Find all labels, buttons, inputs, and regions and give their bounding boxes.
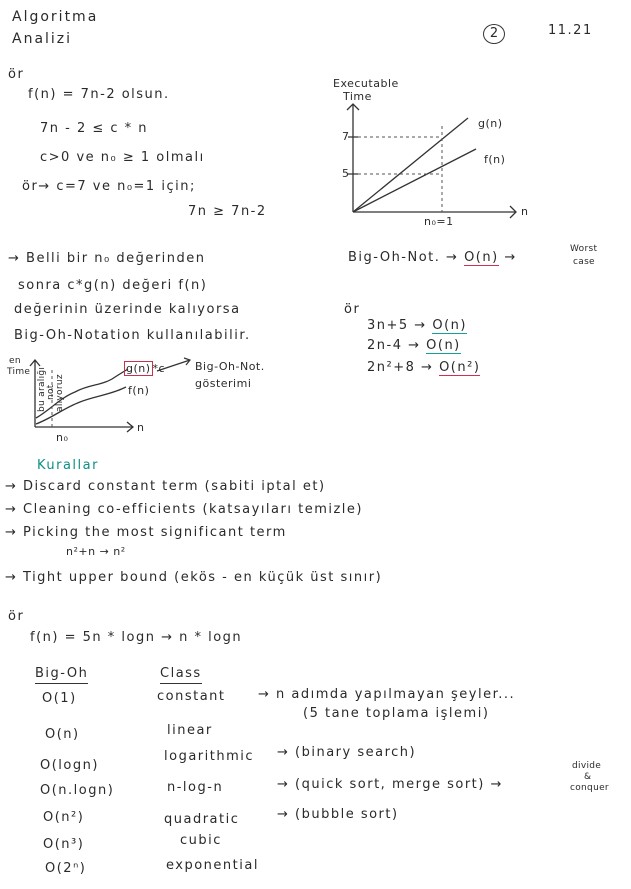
graph1-curve-g-label: g(n): [478, 117, 503, 130]
page-date: 11.21: [548, 23, 593, 38]
para1-line3: değerinin üzerinde kalıyorsa: [14, 302, 241, 317]
table-bigoh: O(n³): [43, 837, 85, 852]
bigoh-note-text: Big-Oh-Not. →: [348, 250, 459, 265]
ex2-result-2: O(n): [426, 338, 461, 353]
rule-item-3: → Picking the most significant term: [5, 525, 287, 540]
table-class: n-log-n: [167, 780, 224, 795]
ex1-line3: c>0 ve n₀ ≥ 1 olmalı: [40, 150, 205, 165]
bigoh-case-1: Worst: [570, 244, 598, 254]
ex2-expr-3: 2n²+8 →: [367, 360, 434, 375]
rule-item-1: → Discard constant term (sabiti iptal et): [5, 479, 326, 494]
graph1-curve-f-label: f(n): [484, 153, 506, 166]
para1-line2: sonra c*g(n) değeri f(n): [18, 278, 208, 293]
graph2-g-suffix: *c: [152, 362, 166, 375]
table-class: logarithmic: [164, 749, 254, 764]
table-bigoh: O(1): [42, 691, 77, 706]
bigoh-note-arrow: →: [504, 250, 517, 265]
graph2-f-label: f(n): [128, 384, 150, 397]
table-bigoh: O(2ⁿ): [45, 861, 87, 876]
graph2-x-axis-label: n: [137, 421, 145, 434]
table-bigoh: O(n): [45, 727, 80, 742]
graph1-x-tick: n₀=1: [424, 215, 454, 228]
table-header-bigoh: Big-Oh: [35, 667, 88, 684]
rule-subnote: n²+n → n²: [66, 545, 126, 558]
rule-item-4: → Tight upper bound (ekös - en küçük üst sınır): [5, 570, 383, 585]
table-class: exponential: [166, 858, 259, 873]
table-note: → (bubble sort): [277, 807, 399, 822]
ex1-line4: ör→ c=7 ve n₀=1 için;: [22, 179, 196, 194]
ex3-marker: ör: [8, 609, 25, 624]
graph2-side-label-3: alıyoruz: [55, 374, 65, 412]
table-note: → n adımda yapılmayan şeyler...: [258, 687, 516, 702]
ex2-expr-1: 3n+5 →: [367, 318, 427, 333]
ex2-result-3: O(n²): [439, 360, 481, 375]
table-note: → (binary search): [277, 745, 417, 760]
graph2-y-label-2: Time: [7, 367, 31, 377]
page-number-badge: 2: [483, 24, 505, 44]
ex3-formula: f(n) = 5n * logn → n * logn: [30, 630, 243, 645]
table-header-class: Class: [160, 667, 202, 684]
bigoh-case-2: case: [573, 257, 595, 267]
graph2-g-label-group: [124, 363, 165, 374]
table-bigoh: O(logn): [40, 758, 99, 773]
graph1-y-tick-7: 7: [342, 130, 350, 143]
graph2-x-tick: n₀: [56, 431, 69, 444]
ex1-line1: f(n) = 7n-2 olsun.: [28, 87, 170, 102]
graph1-x-axis-label: n: [521, 205, 529, 218]
page-title: Algoritma: [12, 9, 99, 25]
graph2-annotation-1: Big-Oh-Not.: [195, 360, 265, 373]
bigoh-note-value: O(n): [464, 250, 499, 265]
table-note-2: (5 tane toplama işlemi): [303, 706, 490, 721]
graph2-side-label-1: bu aralığı: [37, 366, 47, 412]
ex2-marker: ör: [344, 302, 361, 317]
table-bigoh: O(n²): [43, 810, 85, 825]
graph2-g-label: g(n): [126, 362, 151, 375]
graph2-side-label-2: not: [46, 384, 56, 400]
graph1-y-label-2: Time: [343, 90, 372, 103]
table-class: constant: [157, 689, 226, 704]
graph2-annotation-2: gösterimi: [195, 377, 252, 390]
rules-heading: Kurallar: [37, 458, 99, 473]
graph1-y-tick-5: 5: [342, 167, 350, 180]
table-bigoh: O(n.logn): [40, 783, 115, 798]
table-class: linear: [167, 723, 213, 738]
divide-2: &: [584, 772, 592, 782]
graph1-y-label: Executable: [333, 77, 399, 90]
divide-3: conquer: [570, 783, 609, 793]
ex2-result-1: O(n): [432, 318, 467, 333]
ex1-line5: 7n ≥ 7n-2: [188, 204, 267, 219]
rule-item-2: → Cleaning co-efficients (katsayıları temizle): [5, 502, 363, 517]
ex2-expr-2: 2n-4 →: [367, 338, 421, 353]
table-note: → (quick sort, merge sort) →: [277, 777, 503, 792]
ex1-line2: 7n - 2 ≤ c * n: [40, 121, 149, 136]
divide-1: divide: [572, 761, 602, 771]
example-marker: ör: [8, 67, 25, 82]
para1-line1: → Belli bir n₀ değerinden: [8, 251, 206, 266]
page-subtitle: Analizi: [12, 31, 73, 47]
table-class: quadratic: [164, 812, 240, 827]
table-class: cubic: [180, 833, 222, 848]
para1-line4: Big-Oh-Notation kullanılabilir.: [14, 328, 251, 343]
graph2-y-label: en: [9, 356, 21, 366]
